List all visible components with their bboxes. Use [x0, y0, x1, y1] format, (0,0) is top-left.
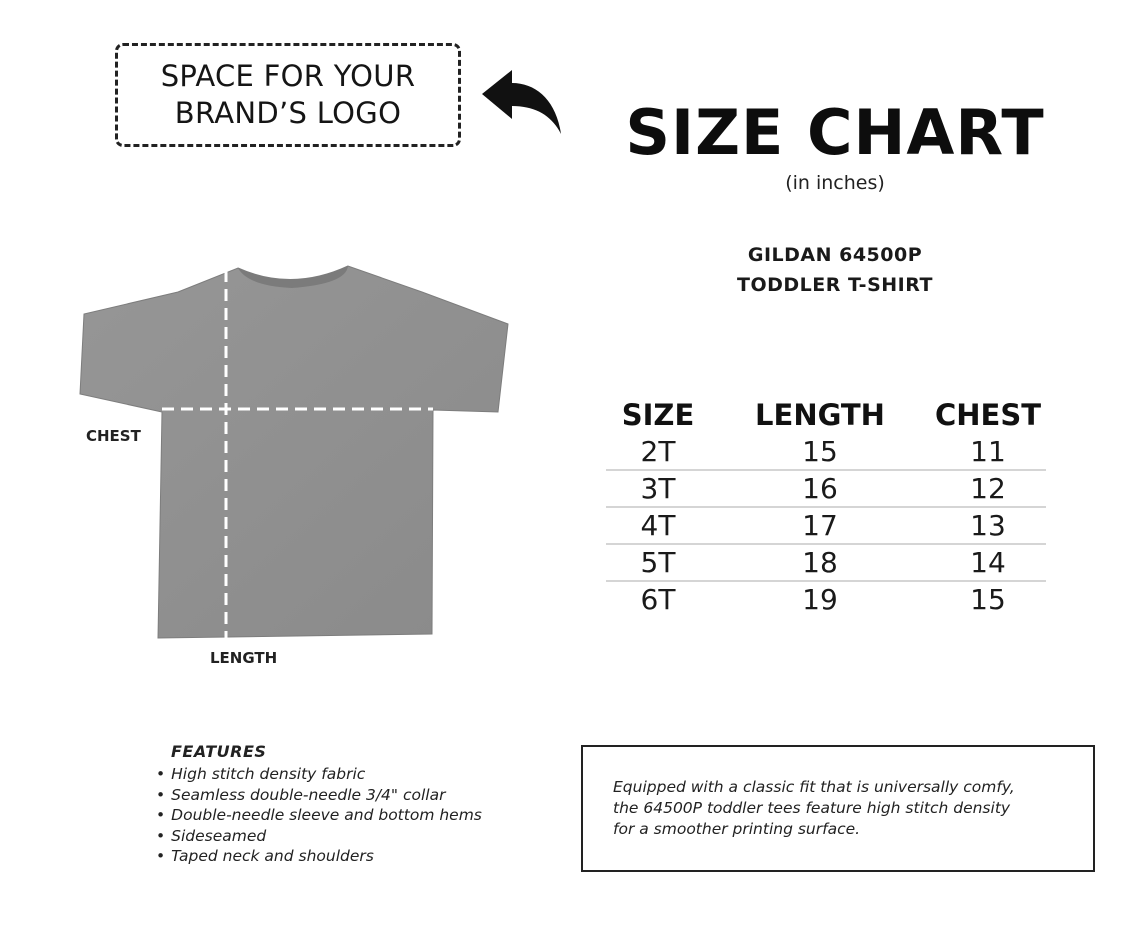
- table-row: [606, 581, 1046, 617]
- feature-item: • High stitch density fabric: [156, 764, 482, 785]
- features-section: [156, 742, 482, 867]
- logo-placeholder: [115, 43, 461, 147]
- length-cell: 18: [710, 544, 930, 581]
- feature-item: • Seamless double-needle 3/4" collar: [156, 785, 482, 806]
- header-size: SIZE: [621, 398, 695, 432]
- product-name-line1: GILDAN 64500P: [747, 244, 923, 266]
- header-length: LENGTH: [755, 398, 885, 432]
- table-row: [606, 544, 1046, 581]
- length-cell: 17: [710, 507, 930, 544]
- table-row: [606, 470, 1046, 507]
- description-box: [581, 745, 1095, 872]
- tshirt-body: [80, 266, 508, 638]
- size-cell: 3T: [606, 470, 710, 507]
- chest-cell: 13: [930, 507, 1046, 544]
- feature-item: • Taped neck and shoulders: [156, 846, 482, 867]
- chest-cell: 15: [970, 583, 1006, 616]
- size-cell: 6T: [640, 583, 676, 616]
- features-list: [156, 764, 482, 867]
- size-cell: 2T: [606, 434, 710, 470]
- features-title: FEATURES: [171, 742, 267, 761]
- page-title: SIZE CHART: [625, 96, 1045, 169]
- feature-item: • Double-needle sleeve and bottom hems: [156, 805, 482, 826]
- length-label: LENGTH: [210, 649, 278, 667]
- size-cell: 4T: [606, 507, 710, 544]
- length-cell: 15: [710, 434, 930, 470]
- product-name-line2: TODDLER T-SHIRT: [737, 274, 933, 296]
- header-chest: CHEST: [934, 398, 1042, 432]
- length-cell: 16: [710, 470, 930, 507]
- size-table-header: [606, 396, 1046, 434]
- page-subtitle: (in inches): [785, 172, 885, 194]
- product-name: [700, 240, 970, 300]
- logo-placeholder-line2: BRAND’S LOGO: [174, 96, 402, 130]
- description-line2: the 64500P toddler tees feature high stitch density: [613, 799, 1011, 817]
- length-cell: 19: [802, 583, 838, 616]
- curved-arrow-icon: [478, 64, 564, 138]
- size-table: [606, 396, 1046, 617]
- description-line1: Equipped with a classic fit that is universally comfy,: [613, 778, 1015, 796]
- table-row: [606, 434, 1046, 470]
- description-line3: for a smoother printing surface.: [613, 820, 861, 838]
- logo-placeholder-line1: SPACE FOR YOUR: [160, 59, 416, 93]
- table-row: [606, 507, 1046, 544]
- chest-label: CHEST: [86, 427, 141, 445]
- chest-cell: 14: [930, 544, 1046, 581]
- chest-cell: 12: [930, 470, 1046, 507]
- tshirt-diagram: [78, 262, 514, 642]
- size-cell: 5T: [606, 544, 710, 581]
- chest-cell: 11: [930, 434, 1046, 470]
- feature-item: • Sideseamed: [156, 826, 482, 847]
